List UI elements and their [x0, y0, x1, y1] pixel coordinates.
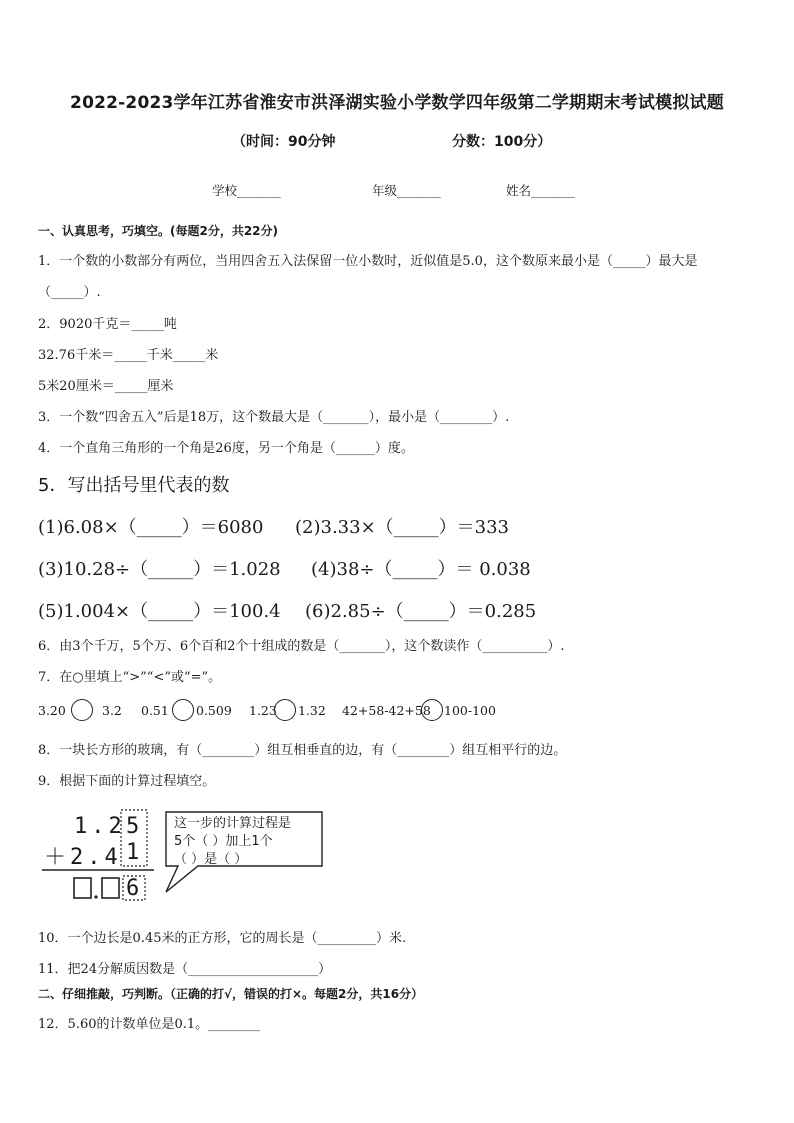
exam-score: 分数：100分）	[452, 134, 552, 150]
question-5-heading: 5．写出括号里代表的数	[38, 475, 230, 496]
compare-4-right: 100-100	[444, 703, 496, 718]
bubble-line-1: 这一步的计算过程是	[174, 816, 292, 831]
compare-circle-2[interactable]	[172, 699, 194, 721]
question-1-line-1: 1．一个数的小数部分有两位，当用四舍五入法保留一位小数时，近似值是5.0，这个数原来最小是（_____）最大是	[38, 254, 698, 269]
exam-time: （时间：90分钟	[232, 134, 336, 150]
grade-field: 年级_______	[372, 183, 441, 198]
compare-2-left: 0.51	[141, 703, 169, 718]
compare-4-left: 42+58-42+58	[342, 703, 431, 718]
question-9: 9．根据下面的计算过程填空。	[38, 774, 216, 789]
compare-circle-4[interactable]	[421, 699, 443, 721]
compare-1-left: 3.20	[38, 703, 66, 718]
name-field: 姓名_______	[506, 183, 575, 198]
question-5-item-5: (5)1.004×（_____）＝100.4	[38, 601, 281, 622]
addend-2-box-digit: 1	[126, 840, 140, 865]
blank-box-ones	[74, 878, 91, 898]
addition-figure	[38, 806, 338, 910]
result-digit: 6	[126, 876, 140, 901]
school-field: 学校_______	[212, 183, 281, 198]
compare-circle-3[interactable]	[274, 699, 296, 721]
compare-3-left: 1.23	[249, 703, 277, 718]
question-5-item-2: (2)3.33×（_____）＝333	[295, 517, 510, 538]
blank-box-tenths	[102, 878, 119, 898]
addend-2: ＋2.4	[44, 845, 122, 870]
compare-1-right: 3.2	[102, 703, 122, 718]
section-1-heading: 一、认真思考，巧填空。(每题2分，共22分)	[38, 224, 279, 238]
question-5-item-3: (3)10.28÷（_____）＝1.028	[38, 559, 281, 580]
section-2-heading: 二、仔细推敲，巧判断。（正确的打√，错误的打×。每题2分，共16分）	[38, 987, 424, 1001]
page-title: 2022-2023学年江苏省淮安市洪泽湖实验小学数学四年级第二学期期末考试模拟试题	[70, 93, 724, 113]
question-3: 3．一个数“四舍五入”后是18万，这个数最大是（_______），最小是（________）.	[38, 410, 510, 425]
question-5-item-6: (6)2.85÷（_____）＝0.285	[305, 601, 537, 622]
question-5-item-4: (4)38÷（_____）＝ 0.038	[311, 559, 531, 580]
question-8: 8．一块长方形的玻璃，有（________）组互相垂直的边，有（________）组互相平行的边。	[38, 743, 567, 758]
question-11: 11．把24分解质因数是（____________________）	[38, 962, 332, 977]
bubble-line-3: （ ）是（ ）	[174, 852, 248, 867]
addend-1: 1.2	[74, 814, 126, 839]
question-2b: 32.76千米＝_____千米_____米	[38, 348, 219, 363]
compare-3-right: 1.32	[298, 703, 326, 718]
bubble-line-2: 5个（ ）加上1个	[174, 834, 273, 849]
compare-2-right: 0.509	[196, 703, 232, 718]
question-1-line-2: （_____）.	[38, 285, 101, 300]
question-4: 4．一个直角三角形的一个角是26度，另一个角是（______）度。	[38, 441, 414, 456]
question-12: 12．5.60的计数单位是0.1。________	[38, 1017, 261, 1032]
question-2c: 5米20厘米＝_____厘米	[38, 379, 174, 394]
decimal-point	[94, 895, 97, 898]
question-6: 6．由3个千万，5个万、6个百和2个十组成的数是（_______），这个数读作（__________）.	[38, 639, 565, 654]
question-7: 7．在○里填上“>”“<”或“=”。	[38, 670, 222, 685]
question-10: 10．一个边长是0.45米的正方形，它的周长是（_________）米.	[38, 931, 407, 946]
question-2a: 2．9020千克＝_____吨	[38, 317, 177, 332]
compare-circle-1[interactable]	[71, 699, 93, 721]
addend-1-box-digit: 5	[126, 814, 140, 839]
question-5-item-1: (1)6.08×（_____）＝6080	[38, 517, 264, 538]
